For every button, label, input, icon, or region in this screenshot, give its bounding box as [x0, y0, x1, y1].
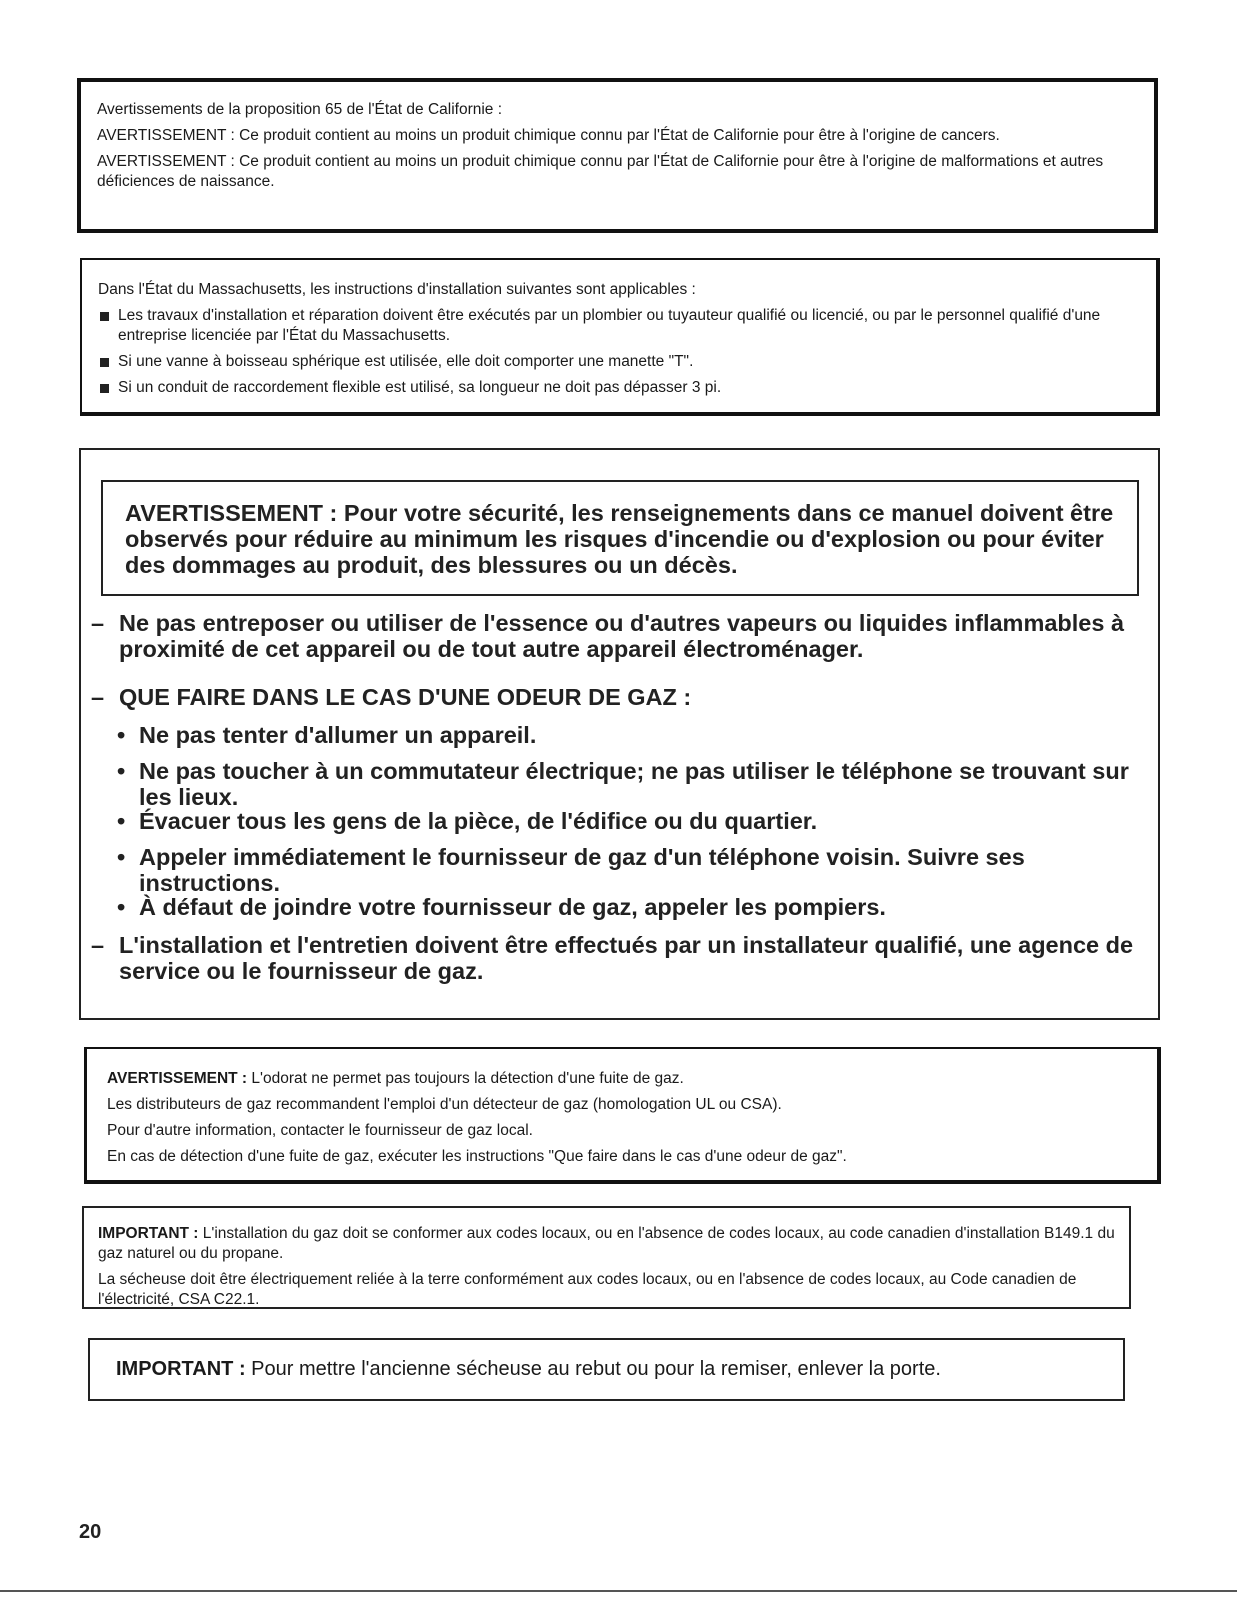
gas-odor-step	[117, 722, 1147, 748]
safety-item-text: Ne pas entreposer ou utiliser de l'essence ou d'autres vapeurs ou liquides inflammables à proximité de cet appareil ou de tout autre appareil électroménager.	[119, 610, 1125, 662]
odor-line: En cas de détection d'une fuite de gaz, exécuter les instructions "Que faire dans le cas d'une odeur de gaz".	[107, 1148, 847, 1165]
gas-odor-step-text: Appeler immédiatement le fournisseur de gaz d'un téléphone voisin. Suivre ses instructions.	[139, 844, 1025, 896]
safety-item-text: QUE FAIRE DANS LE CAS D'UNE ODEUR DE GAZ :	[119, 684, 692, 710]
list-item: Si un conduit de raccordement flexible est utilisé, sa longueur ne doit pas dépasser 3 pi.	[98, 378, 1144, 398]
bullet-marker: •	[117, 722, 126, 748]
odor-label: AVERTISSEMENT :	[107, 1070, 248, 1087]
prop65-warning-box	[77, 78, 1158, 233]
safety-header-text: AVERTISSEMENT : Pour votre sécurité, les renseignements dans ce manuel doivent être observés pour réduire au minimum les risques d'incendie ou d'explosion ou pour éviter des dommages au produit, des blessures ou un décès.	[125, 500, 1114, 578]
massachusetts-list	[98, 306, 1144, 398]
list-item: Si une vanne à boisseau sphérique est utilisée, elle doit comporter une manette "T".	[98, 352, 1144, 372]
important-gas-install-box	[82, 1206, 1131, 1309]
dash-marker: –	[91, 684, 105, 710]
odor-line-text: L'odorat ne permet pas toujours la détection d'une fuite de gaz.	[247, 1070, 684, 1087]
bullet-marker: •	[117, 894, 126, 920]
gas-odor-step-text: Évacuer tous les gens de la pièce, de l'édifice ou du quartier.	[139, 808, 818, 834]
prop65-title: Avertissements de la proposition 65 de l'État de Californie :	[97, 101, 503, 118]
page-number: 20	[79, 1521, 102, 1543]
gas-odor-step	[117, 844, 1147, 896]
bullet-marker: •	[117, 808, 126, 834]
safety-item-no-flammables	[91, 610, 1151, 662]
gas-odor-step	[117, 808, 1147, 834]
dash-marker: –	[91, 932, 105, 958]
gas-odor-step-text: Ne pas toucher à un commutateur électrique; ne pas utiliser le téléphone se trouvant sur les lieux.	[139, 758, 1129, 810]
safety-item-gas-odor	[91, 684, 1151, 710]
prop65-warning-cancer: AVERTISSEMENT : Ce produit contient au moins un produit chimique connu par l'État de Californie pour être à l'origine de cancers.	[97, 127, 1000, 144]
safety-warning-box	[79, 448, 1160, 1020]
safety-header-box	[101, 480, 1139, 596]
massachusetts-box	[80, 258, 1160, 416]
safety-item-text: L'installation et l'entretien doivent être effectués par un installateur qualifié, une agence de service ou le fournisseur de gaz.	[119, 932, 1134, 984]
odor-line: Les distributeurs de gaz recommandent l'emploi d'un détecteur de gaz (homologation UL ou CSA).	[107, 1096, 782, 1113]
important-disposal-box	[88, 1338, 1125, 1401]
gas-odor-step	[117, 894, 1147, 920]
important-line-text: L'installation du gaz doit se conformer aux codes locaux, ou en l'absence de codes locaux, au code canadien d'installation B149.1 du gaz naturel ou du propane.	[98, 1225, 1115, 1262]
gas-odor-step-text: Ne pas tenter d'allumer un appareil.	[139, 722, 537, 748]
prop65-warning-birth-defects: AVERTISSEMENT : Ce produit contient au moins un produit chimique connu par l'État de Californie pour être à l'origine de malformations et autres déficiences de naissance.	[97, 153, 1104, 190]
bullet-marker: •	[117, 844, 126, 870]
bottom-divider	[0, 1590, 1237, 1592]
important-label: IMPORTANT :	[98, 1225, 199, 1242]
important-line	[98, 1224, 1119, 1264]
odor-line	[107, 1069, 1143, 1089]
massachusetts-intro: Dans l'État du Massachusetts, les instructions d'installation suivantes sont applicables :	[98, 281, 696, 298]
odor-line: Pour d'autre information, contacter le fournisseur de gaz local.	[107, 1122, 533, 1139]
safety-item-installation	[91, 932, 1151, 984]
list-item: Les travaux d'installation et réparation doivent être exécutés par un plombier ou tuyauteur qualifié ou licencié, ou par le personnel qualifié d'une entreprise licenciée par l'État du Massachusetts.	[98, 306, 1144, 346]
gas-odor-warning-box	[84, 1047, 1161, 1184]
gas-odor-step-text: À défaut de joindre votre fournisseur de gaz, appeler les pompiers.	[139, 894, 886, 920]
important-label: IMPORTANT :	[116, 1358, 246, 1380]
dash-marker: –	[91, 610, 105, 636]
gas-odor-step	[117, 758, 1147, 810]
important-disposal-line	[116, 1340, 1103, 1399]
important-disposal-text: Pour mettre l'ancienne sécheuse au rebut ou pour la remiser, enlever la porte.	[245, 1358, 941, 1380]
bullet-marker: •	[117, 758, 126, 784]
important-line: La sécheuse doit être électriquement reliée à la terre conformément aux codes locaux, ou en l'absence de codes locaux, au Code canadien de l'électricité, CSA C22.1.	[98, 1271, 1077, 1308]
